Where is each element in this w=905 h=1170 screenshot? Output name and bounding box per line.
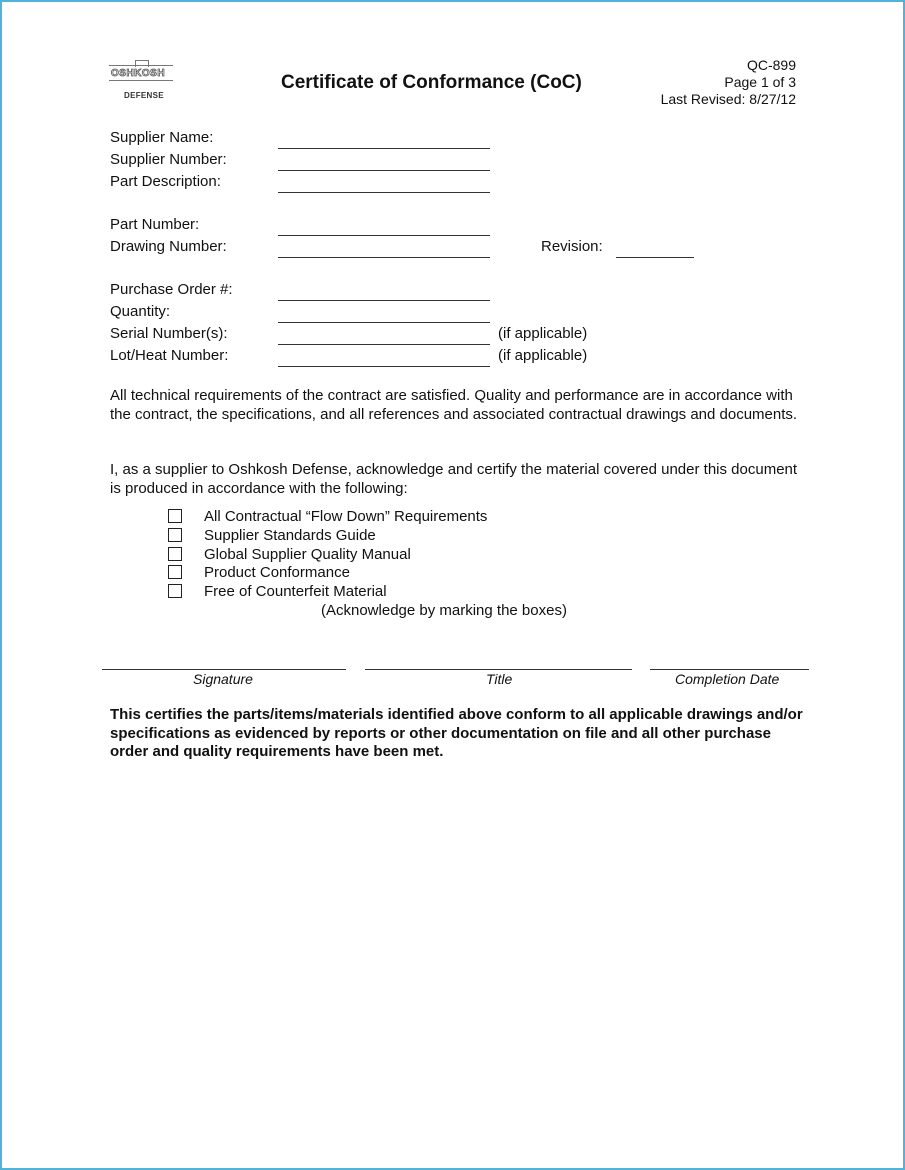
last-revised: Last Revised: 8/27/12 [660,91,796,107]
supplier-name-label: Supplier Name: [110,129,214,146]
drawing-number-label: Drawing Number: [110,238,227,255]
lot-heat-number-label: Lot/Heat Number: [110,347,229,364]
completion-date-field[interactable] [650,669,809,670]
purchase-order-field[interactable] [278,300,490,301]
checkbox-label-flow-down: All Contractual “Flow Down” Requirements [204,508,488,525]
supplier-number-label: Supplier Number: [110,151,227,168]
supplier-number-field[interactable] [278,170,490,171]
lot-if-applicable: (if applicable) [498,347,588,364]
checkbox-label-standards-guide: Supplier Standards Guide [204,527,376,544]
checkbox-product-conformance[interactable] [168,565,182,579]
checkbox-label-quality-manual: Global Supplier Quality Manual [204,546,411,563]
part-number-label: Part Number: [110,216,200,233]
checkbox-flow-down[interactable] [168,509,182,523]
acknowledge-paragraph: I, as a supplier to Oshkosh Defense, acknowledge and certify the material covered under this document is produced in accordance with the following: [110,461,798,497]
page-indicator: Page 1 of 3 [724,74,796,90]
serial-numbers-label: Serial Number(s): [110,325,228,342]
completion-date-label: Completion Date [675,671,780,687]
part-description-label: Part Description: [110,173,221,190]
signature-field[interactable] [102,669,346,670]
certification-statement: This certifies the parts/items/materials identified above conform to all applicable drawings and/or specifications as evidenced by reports or other documentation on file and all other purchase order and quality requirements have been met. [110,706,803,761]
revision-label: Revision: [541,238,603,255]
acknowledge-note: (Acknowledge by marking the boxes) [321,602,567,619]
logo-top-rule [109,65,173,66]
title-field[interactable] [365,669,632,670]
logo-subtext: DEFENSE [124,91,164,100]
checkbox-label-counterfeit: Free of Counterfeit Material [204,583,387,600]
title-label: Title [486,671,513,687]
checkbox-label-product-conformance: Product Conformance [204,564,350,581]
doc-number: QC-899 [746,57,796,73]
revision-field[interactable] [616,257,694,258]
drawing-number-field[interactable] [278,257,490,258]
serial-numbers-field[interactable] [278,344,490,345]
lot-heat-number-field[interactable] [278,366,490,367]
logo-bottom-rule [109,80,173,81]
quantity-label: Quantity: [110,303,171,320]
part-description-field[interactable] [278,192,490,193]
requirements-paragraph: All technical requirements of the contract are satisfied. Quality and performance are in accordance with the contract, the specifications, and all references and associated contractual drawings and documents. [110,387,798,423]
checkbox-standards-guide[interactable] [168,528,182,542]
quantity-field[interactable] [278,322,490,323]
serial-if-applicable: (if applicable) [498,325,588,342]
oshkosh-defense-logo [109,60,175,102]
signature-label: Signature [193,671,253,687]
checkbox-quality-manual[interactable] [168,547,182,561]
part-number-field[interactable] [278,235,490,236]
checkbox-counterfeit[interactable] [168,584,182,598]
purchase-order-label: Purchase Order #: [110,281,233,298]
supplier-name-field[interactable] [278,148,490,149]
document-title: Certificate of Conformance (CoC) [281,72,582,93]
logo-wordmark: OSHKOSH [111,68,166,79]
